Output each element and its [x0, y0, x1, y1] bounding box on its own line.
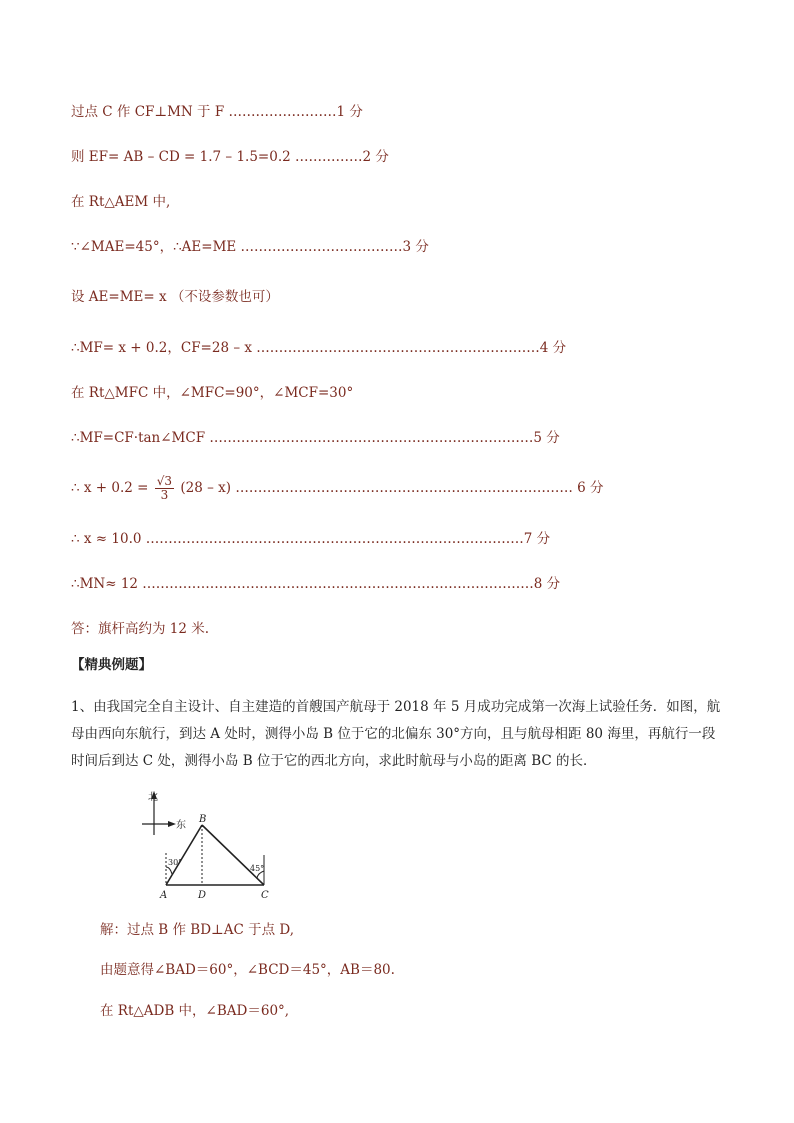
- geometry-figure: [138, 787, 273, 902]
- step-1: 过点 C 作 CF⊥MN 于 F ……………………1 分: [71, 104, 363, 120]
- segment-bc: [202, 825, 264, 885]
- answer-line-3: 在 Rt△ADB 中，∠BAD＝60°,: [100, 1003, 290, 1019]
- fraction-denominator: 3: [160, 488, 169, 502]
- fraction-numerator: √3: [156, 474, 173, 488]
- point-a-label: A: [160, 890, 168, 901]
- step-7: 在 Rt△MFC 中，∠MFC=90°，∠MCF=30°: [71, 385, 354, 401]
- segment-ab: [166, 825, 202, 885]
- step-2: 则 EF= AB – CD = 1.7 – 1.5=0.2 ……………2 分: [71, 149, 389, 165]
- equation-prefix: ∴ x + 0.2 =: [71, 480, 149, 496]
- step-8: ∴MF=CF·tan∠MCF ………………………………………………………………5 分: [71, 430, 560, 446]
- equation-suffix: (28 – x): [180, 480, 232, 496]
- point-b-label: B: [199, 814, 207, 825]
- step-3: 在 Rt△AEM 中,: [71, 194, 171, 210]
- step-5: 设 AE=ME= x （不设参数也可）: [71, 289, 279, 305]
- east-label: 东: [176, 820, 186, 831]
- angle-arc-a: [166, 867, 172, 874]
- answer-line-1: 解：过点 B 作 BD⊥AC 于点 D,: [100, 922, 295, 938]
- answer-line-2: 由题意得∠BAD＝60°，∠BCD＝45°，AB＝80.: [100, 962, 395, 978]
- east-arrowhead: [168, 821, 176, 827]
- section-heading: 【精典例题】: [71, 657, 152, 673]
- point-d-label: D: [198, 890, 207, 901]
- angle-c-label: 45°: [250, 864, 265, 873]
- north-label: 北: [148, 792, 158, 803]
- problem-text: 1、由我国完全自主设计、自主建造的首艘国产航母于 2018 年 5 月成功完成第一次海上试验任务．如图，航母由西向东航行，到达 A 处时，测得小岛 B 位于它的北偏东 30°方向，且与航母相距 80 海里，再航行一段时间后到达 C 处，测得小岛 B 位于它的西北方向，求此时航母与小岛的距离 BC 的长．: [71, 699, 721, 769]
- step-10: ∴MN≈ 12 ……………………………………………………………………………8 分: [71, 576, 561, 592]
- step-answer: 答：旗杆高约为 12 米.: [71, 621, 210, 637]
- step-9: ∴ x ≈ 10.0 …………………………………………………………………………7 分: [71, 531, 551, 547]
- equation-dots: ………………………………………………………………… 6 分: [235, 480, 604, 496]
- step-4: ∵∠MAE=45°，∴AE=ME ………………………………3 分: [71, 239, 429, 255]
- angle-a-label: 30°: [168, 858, 183, 867]
- point-c-label: C: [261, 890, 269, 901]
- step-equation: [71, 474, 603, 502]
- equation-fraction: [155, 475, 174, 502]
- step-6: ∴MF= x + 0.2，CF=28 – x ………………………………………………………4 分: [71, 340, 567, 356]
